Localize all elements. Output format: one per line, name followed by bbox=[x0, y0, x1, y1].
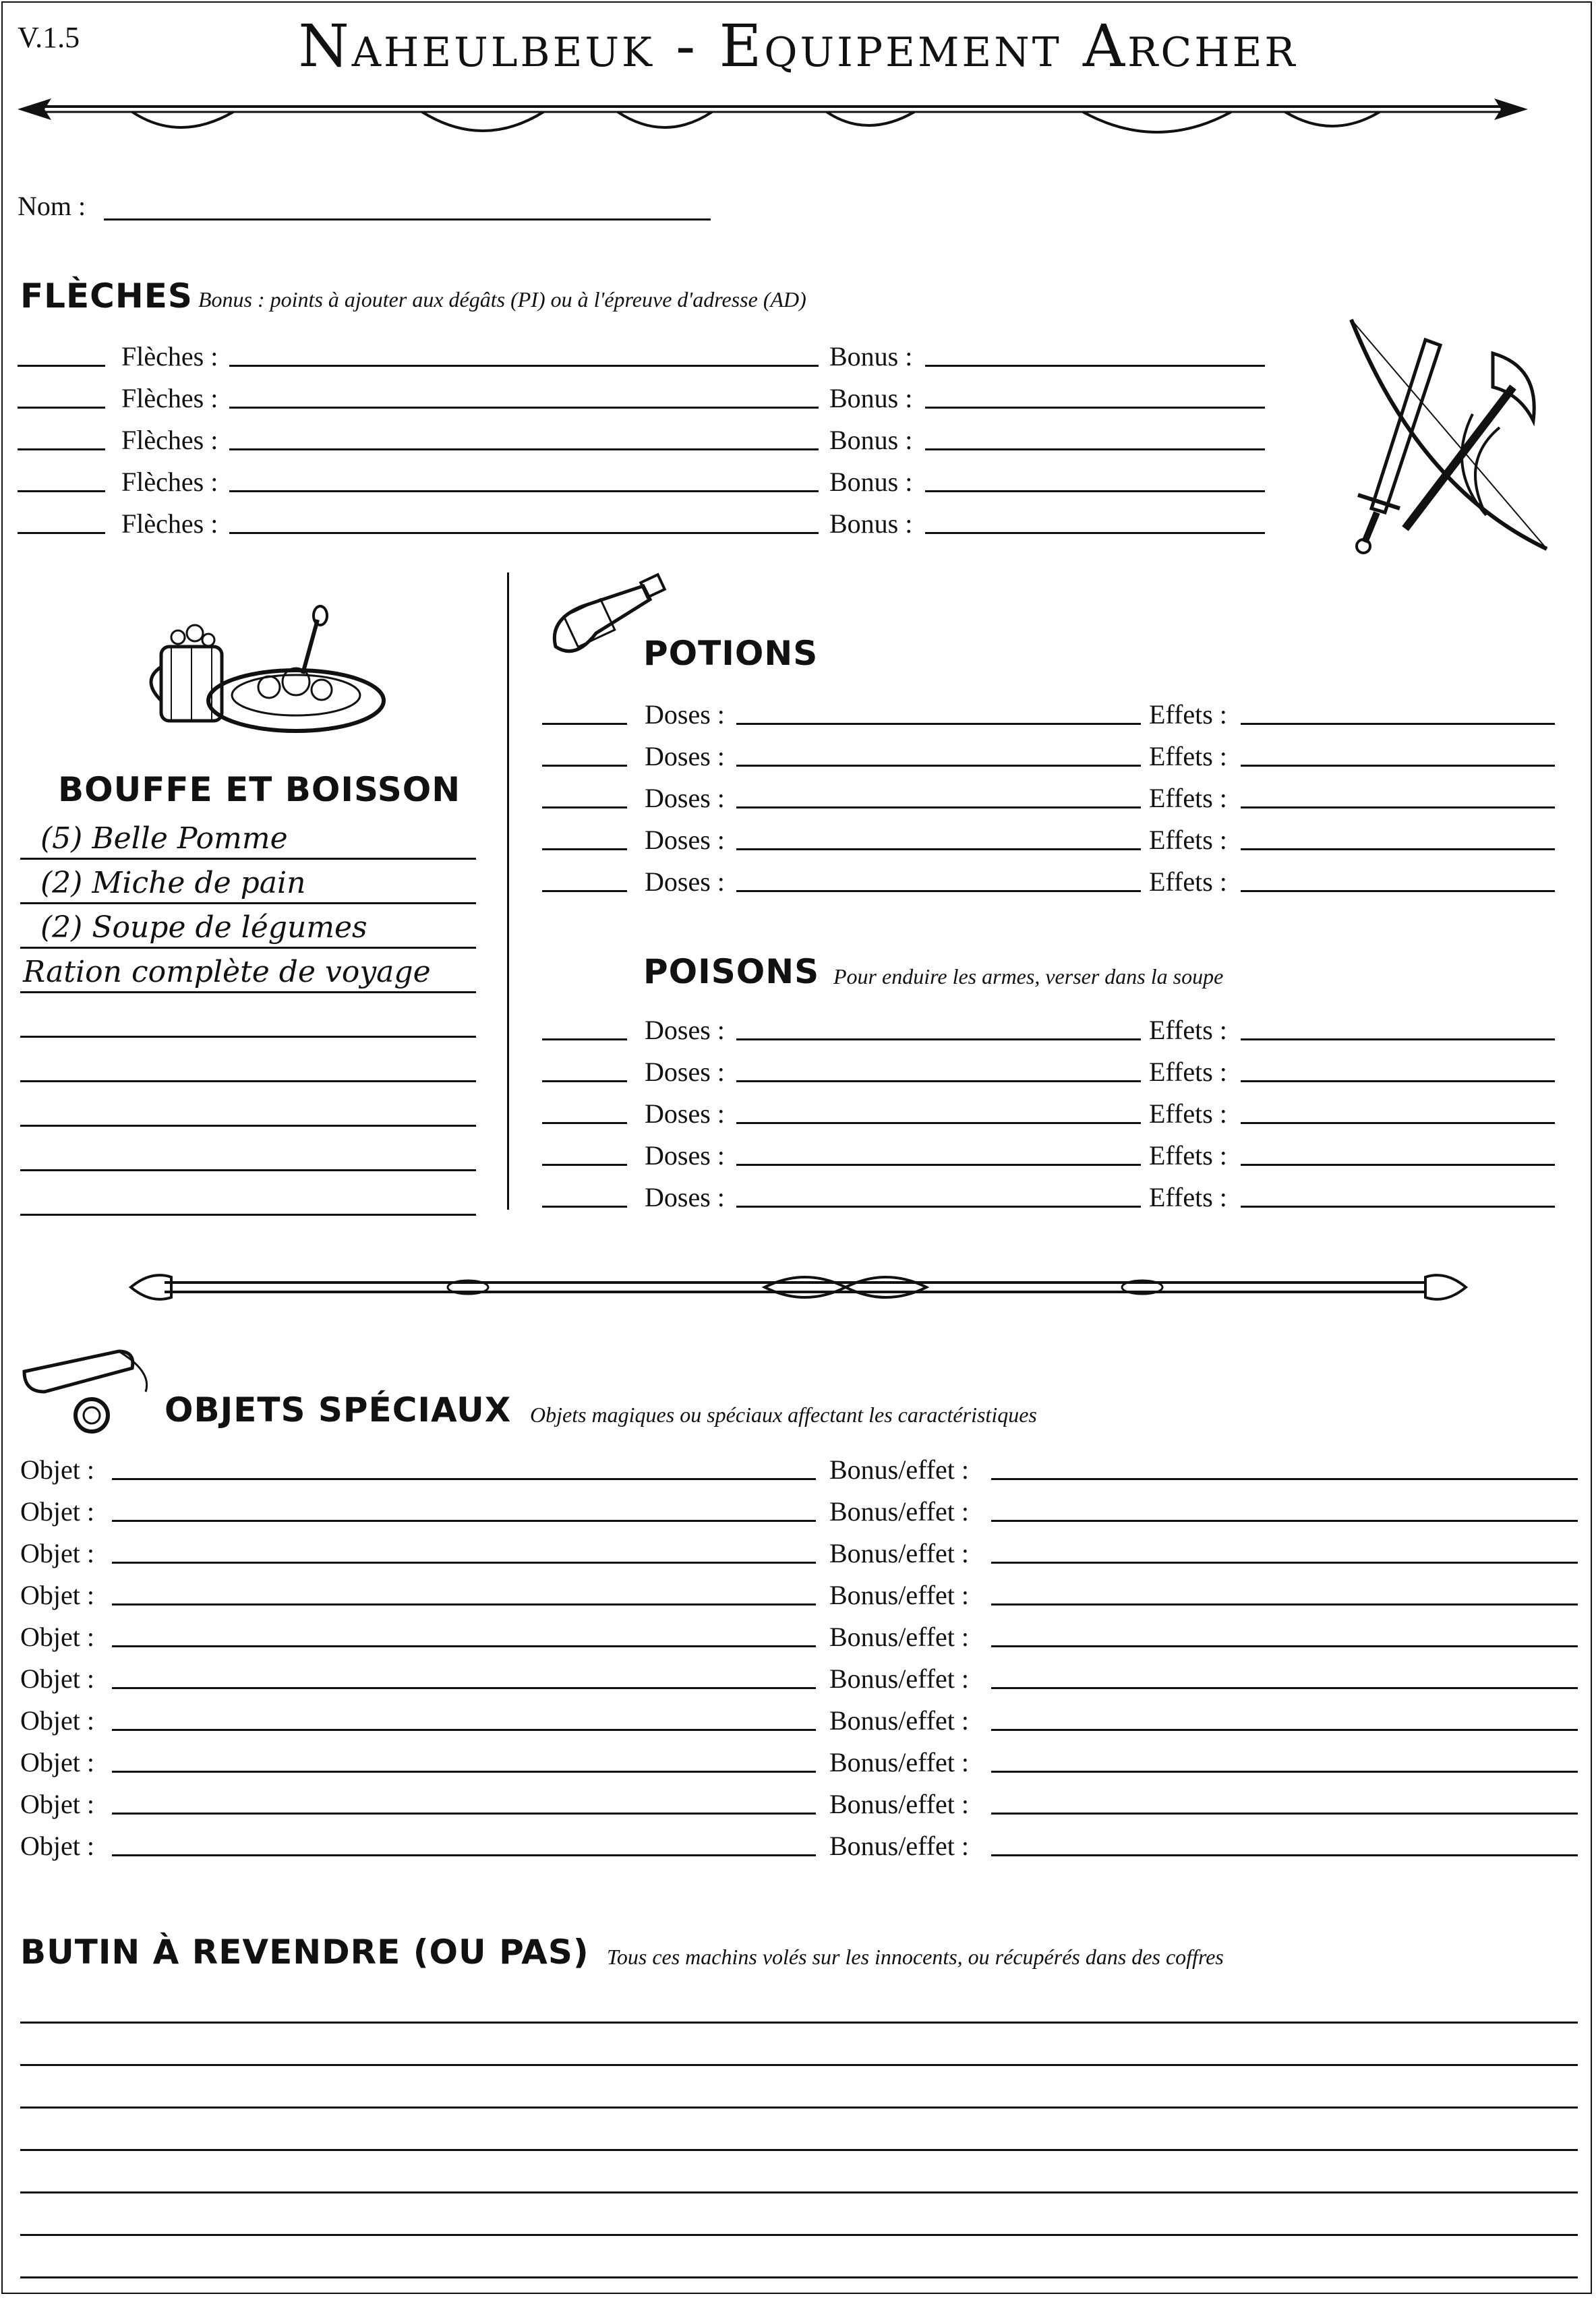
objet-label: Objet : bbox=[20, 1789, 94, 1819]
poisons-qty-field[interactable] bbox=[542, 1080, 627, 1082]
fleches-label: Flèches : bbox=[121, 467, 218, 497]
butin-line[interactable] bbox=[20, 2234, 1578, 2236]
objet-bonus-field[interactable] bbox=[991, 1478, 1578, 1480]
objet-field[interactable] bbox=[112, 1771, 816, 1773]
fleches-heading: FLÈCHES bbox=[20, 276, 193, 316]
poisons-doses-field[interactable] bbox=[736, 1164, 1141, 1166]
butin-line[interactable] bbox=[20, 2149, 1578, 2151]
poisons-doses-label: Doses : bbox=[645, 1182, 725, 1212]
objet-label: Objet : bbox=[20, 1454, 94, 1485]
objet-bonus-field[interactable] bbox=[991, 1562, 1578, 1564]
food-plate-icon bbox=[141, 606, 384, 741]
poisons-doses-label: Doses : bbox=[645, 1015, 725, 1045]
version-label: V.1.5 bbox=[18, 21, 80, 54]
poisons-effets-label: Effets : bbox=[1149, 1098, 1227, 1129]
fleches-bonus-label: Bonus : bbox=[829, 467, 913, 497]
potions-doses-label: Doses : bbox=[645, 866, 725, 897]
poisons-doses-field[interactable] bbox=[736, 1122, 1141, 1124]
objet-bonus-label: Bonus/effet : bbox=[829, 1580, 970, 1610]
fleches-label: Flèches : bbox=[121, 508, 218, 539]
potions-qty-field[interactable] bbox=[542, 765, 627, 767]
butin-line[interactable] bbox=[20, 2191, 1578, 2193]
objet-bonus-field[interactable] bbox=[991, 1729, 1578, 1731]
poisons-doses-label: Doses : bbox=[645, 1140, 725, 1171]
objet-field[interactable] bbox=[112, 1645, 816, 1647]
scroll-ring-icon bbox=[18, 1345, 159, 1439]
potions-effets-field[interactable] bbox=[1241, 890, 1555, 892]
objet-field[interactable] bbox=[112, 1478, 816, 1480]
poisons-effets-label: Effets : bbox=[1149, 1057, 1227, 1087]
objet-label: Objet : bbox=[20, 1538, 94, 1568]
potions-qty-field[interactable] bbox=[542, 890, 627, 892]
food-line[interactable] bbox=[20, 858, 476, 860]
objet-bonus-field[interactable] bbox=[991, 1687, 1578, 1689]
fleches-bonus-field[interactable] bbox=[925, 532, 1265, 534]
fleches-name-field[interactable] bbox=[229, 448, 819, 450]
potions-effets-field[interactable] bbox=[1241, 806, 1555, 808]
potions-effets-label: Effets : bbox=[1149, 825, 1227, 855]
fleches-qty-field[interactable] bbox=[18, 407, 105, 409]
poisons-effets-label: Effets : bbox=[1149, 1182, 1227, 1212]
objet-bonus-label: Bonus/effet : bbox=[829, 1831, 970, 1861]
potions-effets-field[interactable] bbox=[1241, 765, 1555, 767]
objet-bonus-label: Bonus/effet : bbox=[829, 1454, 970, 1485]
fleches-label: Flèches : bbox=[121, 425, 218, 455]
food-heading: BOUFFE ET BOISSON bbox=[58, 770, 461, 809]
food-item: Ration complète de voyage bbox=[23, 955, 431, 989]
objet-bonus-label: Bonus/effet : bbox=[829, 1663, 970, 1694]
objet-field[interactable] bbox=[112, 1603, 816, 1605]
fleches-bonus-field[interactable] bbox=[925, 365, 1265, 367]
poisons-doses-label: Doses : bbox=[645, 1057, 725, 1087]
objet-label: Objet : bbox=[20, 1705, 94, 1736]
poisons-qty-field[interactable] bbox=[542, 1164, 627, 1166]
nom-label: Nom : bbox=[18, 191, 86, 221]
fleches-qty-field[interactable] bbox=[18, 490, 105, 492]
fleches-name-field[interactable] bbox=[229, 365, 819, 367]
potions-doses-field[interactable] bbox=[736, 848, 1141, 850]
objet-bonus-field[interactable] bbox=[991, 1520, 1578, 1522]
poisons-qty-field[interactable] bbox=[542, 1122, 627, 1124]
potions-doses-label: Doses : bbox=[645, 783, 725, 813]
poisons-subtitle: Pour enduire les armes, verser dans la soupe bbox=[833, 964, 1224, 989]
objet-bonus-label: Bonus/effet : bbox=[829, 1496, 970, 1527]
nom-field[interactable] bbox=[104, 218, 711, 220]
fleches-bonus-label: Bonus : bbox=[829, 341, 913, 372]
objets-subtitle: Objets magiques ou spéciaux affectant les caractéristiques bbox=[530, 1403, 1037, 1427]
objet-bonus-field[interactable] bbox=[991, 1854, 1578, 1856]
objet-field[interactable] bbox=[112, 1687, 816, 1689]
fleches-bonus-field[interactable] bbox=[925, 448, 1265, 450]
food-line[interactable] bbox=[20, 1080, 476, 1082]
butin-subtitle: Tous ces machins volés sur les innocents, ou récupérés dans des coffres bbox=[607, 1945, 1224, 1969]
column-divider bbox=[507, 572, 509, 1210]
butin-heading: BUTIN À REVENDRE (OU PAS) bbox=[20, 1933, 589, 1972]
butin-line[interactable] bbox=[20, 2064, 1578, 2066]
potions-effets-label: Effets : bbox=[1149, 783, 1227, 813]
objet-bonus-field[interactable] bbox=[991, 1813, 1578, 1815]
fleches-qty-field[interactable] bbox=[18, 532, 105, 534]
fleches-subtitle: Bonus : points à ajouter aux dégâts (PI) ou à l'épreuve d'adresse (AD) bbox=[198, 287, 806, 312]
objet-field[interactable] bbox=[112, 1854, 816, 1856]
food-line[interactable] bbox=[20, 1125, 476, 1127]
fleches-qty-field[interactable] bbox=[18, 448, 105, 450]
potions-effets-label: Effets : bbox=[1149, 699, 1227, 730]
fleches-bonus-label: Bonus : bbox=[829, 425, 913, 455]
butin-line[interactable] bbox=[20, 2022, 1578, 2024]
food-item: (2) Miche de pain bbox=[40, 866, 306, 900]
butin-line[interactable] bbox=[20, 2106, 1578, 2109]
character-sheet bbox=[1, 1, 1592, 2294]
potions-heading: POTIONS bbox=[643, 634, 819, 673]
potions-effets-field[interactable] bbox=[1241, 848, 1555, 850]
poisons-effets-field[interactable] bbox=[1241, 1164, 1555, 1166]
poisons-doses-field[interactable] bbox=[736, 1080, 1141, 1082]
objet-label: Objet : bbox=[20, 1496, 94, 1527]
food-line[interactable] bbox=[20, 991, 476, 993]
objet-bonus-field[interactable] bbox=[991, 1603, 1578, 1605]
potions-doses-label: Doses : bbox=[645, 741, 725, 771]
objet-bonus-label: Bonus/effet : bbox=[829, 1538, 970, 1568]
objet-bonus-label: Bonus/effet : bbox=[829, 1705, 970, 1736]
poisons-effets-field[interactable] bbox=[1241, 1080, 1555, 1082]
potions-effets-label: Effets : bbox=[1149, 741, 1227, 771]
arrow-divider-icon bbox=[18, 89, 1528, 150]
objet-label: Objet : bbox=[20, 1580, 94, 1610]
fleches-label: Flèches : bbox=[121, 341, 218, 372]
poisons-qty-field[interactable] bbox=[542, 1206, 627, 1208]
food-line[interactable] bbox=[20, 902, 476, 904]
fleches-qty-field[interactable] bbox=[18, 365, 105, 367]
poisons-effets-field[interactable] bbox=[1241, 1206, 1555, 1208]
poisons-doses-label: Doses : bbox=[645, 1098, 725, 1129]
poisons-heading: POISONS bbox=[643, 952, 820, 991]
potions-doses-field[interactable] bbox=[736, 806, 1141, 808]
objet-label: Objet : bbox=[20, 1831, 94, 1861]
potions-doses-label: Doses : bbox=[645, 825, 725, 855]
poisons-effets-field[interactable] bbox=[1241, 1122, 1555, 1124]
poisons-effets-field[interactable] bbox=[1241, 1038, 1555, 1040]
objet-label: Objet : bbox=[20, 1663, 94, 1694]
food-line[interactable] bbox=[20, 1036, 476, 1038]
objet-bonus-field[interactable] bbox=[991, 1645, 1578, 1647]
fleches-label: Flèches : bbox=[121, 383, 218, 413]
fleches-bonus-label: Bonus : bbox=[829, 383, 913, 413]
food-line[interactable] bbox=[20, 947, 476, 949]
potions-qty-field[interactable] bbox=[542, 806, 627, 808]
poisons-doses-field[interactable] bbox=[736, 1038, 1141, 1040]
potions-doses-label: Doses : bbox=[645, 699, 725, 730]
potions-qty-field[interactable] bbox=[542, 723, 627, 725]
fleches-bonus-field[interactable] bbox=[925, 407, 1265, 409]
food-item: (5) Belle Pomme bbox=[40, 821, 288, 856]
objet-bonus-field[interactable] bbox=[991, 1771, 1578, 1773]
fleches-bonus-label: Bonus : bbox=[829, 508, 913, 539]
objet-field[interactable] bbox=[112, 1729, 816, 1731]
fleches-name-field[interactable] bbox=[229, 407, 819, 409]
potions-doses-field[interactable] bbox=[736, 765, 1141, 767]
objet-field[interactable] bbox=[112, 1562, 816, 1564]
potions-doses-field[interactable] bbox=[736, 890, 1141, 892]
objets-heading: OBJETS SPÉCIAUX bbox=[165, 1390, 512, 1430]
page-title: Naheulbeuk - Equipement Archer bbox=[298, 13, 1298, 80]
objet-bonus-label: Bonus/effet : bbox=[829, 1789, 970, 1819]
fleches-bonus-field[interactable] bbox=[925, 490, 1265, 492]
potions-effets-field[interactable] bbox=[1241, 723, 1555, 725]
objet-bonus-label: Bonus/effet : bbox=[829, 1622, 970, 1652]
potions-qty-field[interactable] bbox=[542, 848, 627, 850]
staff-divider-icon bbox=[131, 1264, 1466, 1311]
potions-effets-label: Effets : bbox=[1149, 866, 1227, 897]
potions-doses-field[interactable] bbox=[736, 723, 1141, 725]
food-line[interactable] bbox=[20, 1169, 476, 1171]
objet-field[interactable] bbox=[112, 1813, 816, 1815]
objet-field[interactable] bbox=[112, 1520, 816, 1522]
fleches-name-field[interactable] bbox=[229, 532, 819, 534]
butin-line[interactable] bbox=[20, 2276, 1578, 2278]
poisons-qty-field[interactable] bbox=[542, 1038, 627, 1040]
objet-label: Objet : bbox=[20, 1747, 94, 1777]
objet-bonus-label: Bonus/effet : bbox=[829, 1747, 970, 1777]
poisons-effets-label: Effets : bbox=[1149, 1015, 1227, 1045]
fleches-name-field[interactable] bbox=[229, 490, 819, 492]
food-line[interactable] bbox=[20, 1214, 476, 1216]
objet-label: Objet : bbox=[20, 1622, 94, 1652]
poisons-effets-label: Effets : bbox=[1149, 1140, 1227, 1171]
poisons-doses-field[interactable] bbox=[736, 1206, 1141, 1208]
food-item: (2) Soupe de légumes bbox=[40, 910, 367, 945]
bow-sword-axe-icon bbox=[1324, 313, 1567, 556]
